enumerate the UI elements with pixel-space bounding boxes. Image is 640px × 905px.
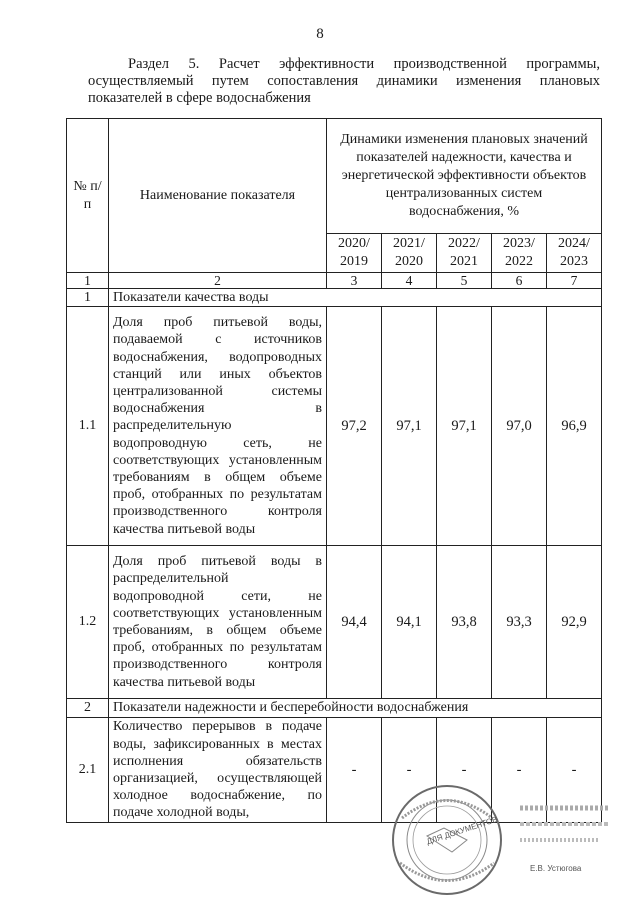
section-number: 1 xyxy=(67,289,109,307)
row-number: 1.1 xyxy=(67,307,109,546)
section-heading: Показатели надежности и бесперебойности водоснабжения xyxy=(109,699,602,718)
header-year: 2024/ 2023 xyxy=(547,234,602,273)
header-name: Наименование показателя xyxy=(109,119,327,273)
value-cell: - xyxy=(547,718,602,823)
section-heading: Показатели качества воды xyxy=(109,289,602,307)
column-number: 2 xyxy=(109,273,327,289)
header-year: 2022/ 2021 xyxy=(437,234,492,273)
column-number: 4 xyxy=(382,273,437,289)
value-cell: - xyxy=(327,718,382,823)
header-year: 2023/ 2022 xyxy=(492,234,547,273)
column-number: 7 xyxy=(547,273,602,289)
stamp-lines xyxy=(520,802,612,850)
indicator-name: Количество перерывов в подаче воды, зафиксированных в местах исполнения обязательств организацией, осуществляющей холодное водоснабжение, по подаче холодной воды, xyxy=(109,718,327,823)
header-no: № п/п xyxy=(67,119,109,273)
section-row xyxy=(67,289,602,307)
header-row xyxy=(67,119,602,234)
value-cell: 94,1 xyxy=(382,546,437,699)
table-row xyxy=(67,546,602,699)
value-cell: 97,1 xyxy=(382,307,437,546)
row-number: 2.1 xyxy=(67,718,109,823)
column-number: 6 xyxy=(492,273,547,289)
column-number: 5 xyxy=(437,273,492,289)
value-cell: - xyxy=(492,718,547,823)
row-number: 1.2 xyxy=(67,546,109,699)
header-dynamics: Динамики изменения плановых значений показателей надежности, качества и энергетической эффективности объектов централизованных систем водоснабжения, % xyxy=(327,119,602,234)
column-number: 3 xyxy=(327,273,382,289)
section-title: Раздел 5. Расчет эффективности производственной программы, осуществляемый путем сопоставления динамики изменения плановых показателей в сфере водоснабжения xyxy=(88,56,600,106)
value-cell: 97,0 xyxy=(492,307,547,546)
section-number: 2 xyxy=(67,699,109,718)
page-number: 8 xyxy=(316,26,324,42)
stamp-text: ДЛЯ ДОКУМЕНТОВ xyxy=(425,814,499,847)
value-cell: 96,9 xyxy=(547,307,602,546)
signature-name: Е.В. Устюгова xyxy=(530,864,582,873)
header-year: 2020/ 2019 xyxy=(327,234,382,273)
indicator-name: Доля проб питьевой воды, подаваемой с источников водоснабжения, водопроводных станций или иных объектов централизованной системы водоснабжения в распределительную водопроводную сеть, не соответствующих установленным требованиям в общем объеме проб, отобранных по результатам производственного контроля качества питьевой воды xyxy=(109,307,327,546)
value-cell: 93,3 xyxy=(492,546,547,699)
indicator-name: Доля проб питьевой воды в распределительной водопроводной сети, не соответствующих установленным требованиям, в общем объеме проб, отобранных по результатам производственного контроля качества питьевой воды xyxy=(109,546,327,699)
value-cell: 93,8 xyxy=(437,546,492,699)
section-row xyxy=(67,699,602,718)
efficiency-table xyxy=(66,118,602,823)
value-cell: - xyxy=(382,718,437,823)
value-cell: - xyxy=(437,718,492,823)
value-cell: 92,9 xyxy=(547,546,602,699)
column-number-row xyxy=(67,273,602,289)
value-cell: 97,2 xyxy=(327,307,382,546)
value-cell: 97,1 xyxy=(437,307,492,546)
header-year: 2021/ 2020 xyxy=(382,234,437,273)
table-row xyxy=(67,307,602,546)
column-number: 1 xyxy=(67,273,109,289)
value-cell: 94,4 xyxy=(327,546,382,699)
